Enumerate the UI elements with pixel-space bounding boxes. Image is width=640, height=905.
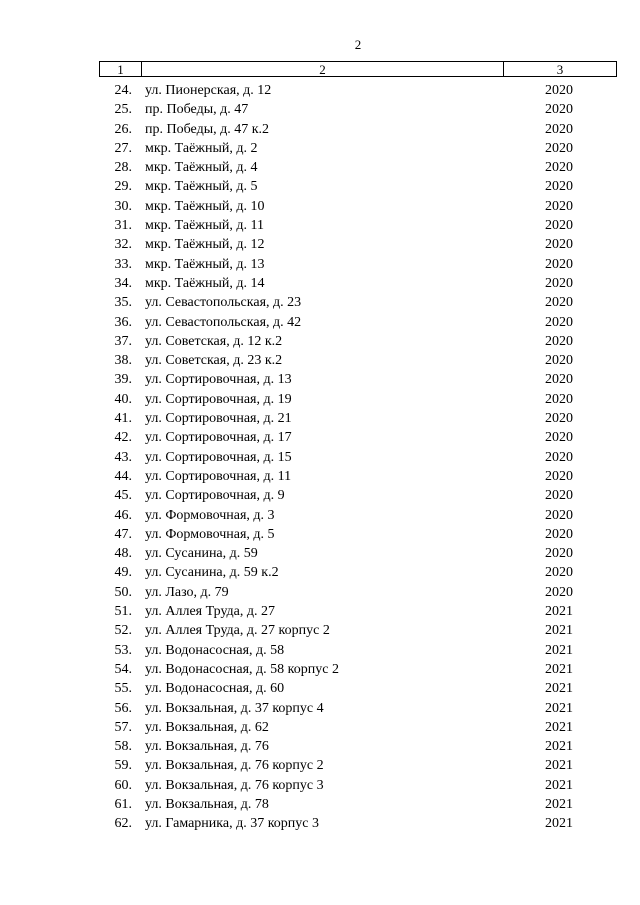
table-row	[99, 177, 617, 196]
row-address: ул. Сортировочная, д. 13	[145, 372, 292, 388]
header-col-1: 1	[100, 62, 142, 76]
row-address: ул. Водонасосная, д. 58	[145, 642, 285, 658]
table-row	[99, 467, 617, 486]
row-address: ул. Водонасосная, д. 60	[145, 681, 285, 697]
table-row	[99, 776, 617, 795]
row-number: 32.	[114, 237, 132, 253]
table-row	[99, 332, 617, 351]
row-address: мкр. Таёжный, д. 2	[145, 140, 258, 156]
row-number: 55.	[114, 681, 132, 697]
row-year: 2020	[545, 140, 573, 156]
row-number: 44.	[114, 468, 132, 484]
table-row	[99, 621, 617, 640]
row-number: 49.	[114, 565, 132, 581]
row-number: 41.	[114, 411, 132, 427]
row-year: 2021	[545, 777, 573, 793]
row-address: ул. Вокзальная, д. 76 корпус 3	[145, 777, 324, 793]
table-header	[99, 61, 617, 77]
table-row	[99, 756, 617, 775]
row-number: 48.	[114, 546, 132, 562]
row-year: 2021	[545, 816, 573, 832]
row-number: 40.	[114, 391, 132, 407]
row-year: 2020	[545, 468, 573, 484]
row-year: 2020	[545, 526, 573, 542]
table-row	[99, 563, 617, 582]
row-number: 24.	[114, 83, 132, 98]
row-year: 2020	[545, 295, 573, 311]
row-number: 52.	[114, 623, 132, 639]
row-year: 2020	[545, 430, 573, 446]
table-row	[99, 679, 617, 698]
row-number: 36.	[114, 314, 132, 330]
row-number: 50.	[114, 584, 132, 600]
row-address: мкр. Таёжный, д. 12	[145, 237, 265, 253]
row-number: 47.	[114, 526, 132, 542]
table-row	[99, 602, 617, 621]
table-row	[99, 544, 617, 563]
row-year: 2020	[545, 584, 573, 600]
row-year: 2021	[545, 758, 573, 774]
row-year: 2021	[545, 681, 573, 697]
row-number: 29.	[114, 179, 132, 195]
row-year: 2021	[545, 700, 573, 716]
page-number: 2	[354, 37, 362, 52]
row-address: ул. Вокзальная, д. 37 корпус 4	[145, 700, 324, 716]
row-address: ул. Формовочная, д. 5	[145, 526, 275, 542]
row-address: пр. Победы, д. 47	[145, 102, 249, 118]
table-row	[99, 486, 617, 505]
row-address: пр. Победы, д. 47 к.2	[145, 121, 270, 137]
table-row	[99, 737, 617, 756]
row-year: 2020	[545, 314, 573, 330]
row-year: 2021	[545, 719, 573, 735]
row-number: 31.	[114, 218, 132, 234]
row-address: ул. Сусанина, д. 59 к.2	[145, 565, 279, 581]
row-number: 33.	[114, 256, 132, 272]
table-row	[99, 506, 617, 525]
row-year: 2020	[545, 275, 573, 291]
table-row	[99, 120, 617, 139]
row-address: ул. Аллея Труда, д. 27 корпус 2	[145, 623, 330, 639]
header-col-2: 2	[142, 62, 504, 76]
row-address: ул. Советская, д. 12 к.2	[145, 333, 283, 349]
table-row	[99, 448, 617, 467]
row-address: ул. Севастопольская, д. 23	[145, 295, 302, 311]
row-number: 25.	[114, 102, 132, 118]
row-number: 37.	[114, 333, 132, 349]
row-number: 30.	[114, 198, 132, 214]
row-address: ул. Сортировочная, д. 15	[145, 449, 292, 465]
row-year: 2020	[545, 546, 573, 562]
table-row	[99, 641, 617, 660]
row-number: 56.	[114, 700, 132, 716]
address-table	[99, 61, 617, 834]
table-row	[99, 409, 617, 428]
row-year: 2020	[545, 449, 573, 465]
row-address: ул. Советская, д. 23 к.2	[145, 353, 283, 369]
row-address: мкр. Таёжный, д. 10	[145, 198, 265, 214]
row-year: 2021	[545, 623, 573, 639]
table-row	[99, 293, 617, 312]
row-year: 2020	[545, 411, 573, 427]
row-number: 62.	[114, 816, 132, 832]
row-number: 45.	[114, 488, 132, 504]
row-address: мкр. Таёжный, д. 5	[145, 179, 258, 195]
row-year: 2020	[545, 179, 573, 195]
row-year: 2020	[545, 256, 573, 272]
table-row	[99, 583, 617, 602]
row-address: ул. Пионерская, д. 12	[145, 83, 272, 98]
table-row	[99, 351, 617, 370]
row-number: 46.	[114, 507, 132, 523]
row-year: 2020	[545, 237, 573, 253]
row-number: 59.	[114, 758, 132, 774]
table-row	[99, 795, 617, 814]
row-year: 2021	[545, 796, 573, 812]
row-year: 2021	[545, 739, 573, 755]
table-row	[99, 100, 617, 119]
row-address: ул. Гамарника, д. 37 корпус 3	[145, 816, 320, 832]
row-year: 2020	[545, 121, 573, 137]
row-year: 2020	[545, 218, 573, 234]
row-address: ул. Сортировочная, д. 9	[145, 488, 285, 504]
table-row	[99, 814, 617, 833]
row-year: 2020	[545, 160, 573, 176]
row-number: 27.	[114, 140, 132, 156]
table-row	[99, 390, 617, 409]
row-number: 51.	[114, 604, 132, 620]
row-address: ул. Сортировочная, д. 11	[145, 468, 292, 484]
row-address: ул. Сусанина, д. 59	[145, 546, 258, 562]
table-row	[99, 313, 617, 332]
row-year: 2020	[545, 353, 573, 369]
row-number: 53.	[114, 642, 132, 658]
table-row	[99, 81, 617, 100]
row-year: 2020	[545, 198, 573, 214]
row-year: 2021	[545, 604, 573, 620]
table-row	[99, 660, 617, 679]
table-row	[99, 216, 617, 235]
row-address: ул. Вокзальная, д. 62	[145, 719, 269, 735]
table-row	[99, 255, 617, 274]
row-address: мкр. Таёжный, д. 13	[145, 256, 265, 272]
table-row	[99, 370, 617, 389]
row-address: ул. Водонасосная, д. 58 корпус 2	[145, 661, 339, 677]
row-number: 26.	[114, 121, 132, 137]
table-row	[99, 158, 617, 177]
row-address: мкр. Таёжный, д. 11	[145, 218, 264, 234]
table-row	[99, 274, 617, 293]
row-number: 60.	[114, 777, 132, 793]
row-address: мкр. Таёжный, д. 4	[145, 160, 258, 176]
row-number: 28.	[114, 160, 132, 176]
row-number: 35.	[114, 295, 132, 311]
table-row	[99, 235, 617, 254]
row-number: 61.	[114, 796, 132, 812]
row-number: 58.	[114, 739, 132, 755]
row-year: 2021	[545, 642, 573, 658]
row-address: ул. Аллея Труда, д. 27	[145, 604, 276, 620]
row-number: 42.	[114, 430, 132, 446]
row-address: ул. Сортировочная, д. 21	[145, 411, 292, 427]
row-year: 2020	[545, 333, 573, 349]
row-address: ул. Вокзальная, д. 76	[145, 739, 269, 755]
row-address: мкр. Таёжный, д. 14	[145, 275, 265, 291]
row-year: 2020	[545, 372, 573, 388]
row-number: 34.	[114, 275, 132, 291]
row-year: 2020	[545, 391, 573, 407]
table-row	[99, 197, 617, 216]
table-row	[99, 699, 617, 718]
row-number: 57.	[114, 719, 132, 735]
row-number: 54.	[114, 661, 132, 677]
table-row	[99, 139, 617, 158]
table-body	[99, 81, 617, 834]
table-row	[99, 525, 617, 544]
row-address: ул. Формовочная, д. 3	[145, 507, 275, 523]
row-year: 2021	[545, 661, 573, 677]
row-address: ул. Вокзальная, д. 76 корпус 2	[145, 758, 324, 774]
row-number: 43.	[114, 449, 132, 465]
row-year: 2020	[545, 507, 573, 523]
header-col-3: 3	[556, 62, 564, 77]
row-year: 2020	[545, 102, 573, 118]
row-number: 39.	[114, 372, 132, 388]
row-year: 2020	[545, 565, 573, 581]
row-address: ул. Сортировочная, д. 19	[145, 391, 292, 407]
row-address: ул. Лазо, д. 79	[145, 584, 229, 600]
table-row	[99, 428, 617, 447]
table-row	[99, 718, 617, 737]
row-year: 2020	[545, 488, 573, 504]
row-number: 38.	[114, 353, 132, 369]
row-address: ул. Вокзальная, д. 78	[145, 796, 269, 812]
row-year: 2020	[545, 83, 573, 98]
row-address: ул. Севастопольская, д. 42	[145, 314, 302, 330]
row-address: ул. Сортировочная, д. 17	[145, 430, 292, 446]
